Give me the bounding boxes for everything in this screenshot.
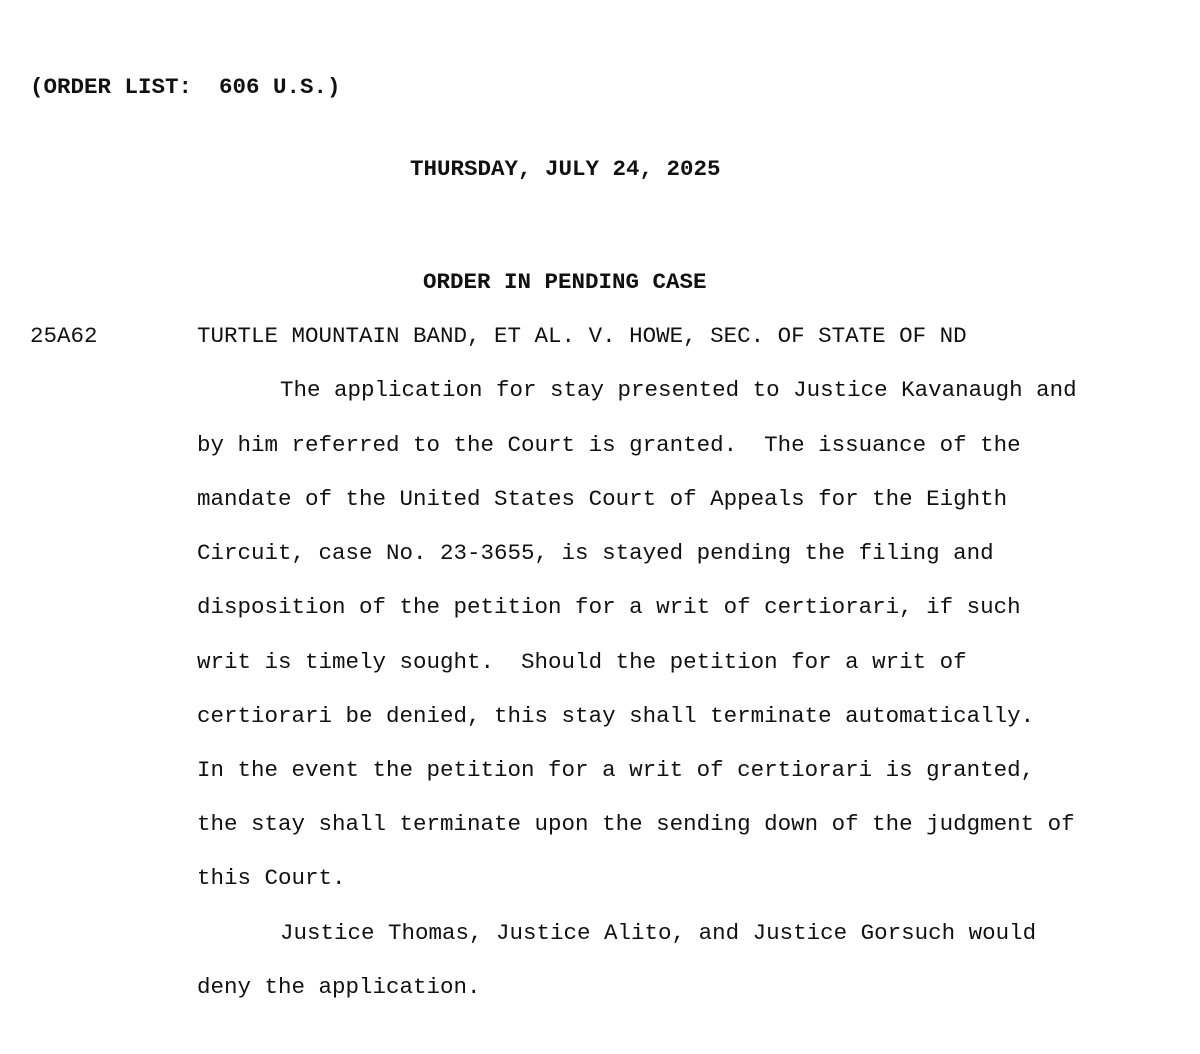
order-line: Circuit, case No. 23-3655, is stayed pending the filing and bbox=[197, 540, 994, 566]
dissent-line: deny the application. bbox=[197, 974, 481, 1000]
order-line: the stay shall terminate upon the sending down of the judgment of bbox=[197, 811, 1075, 837]
order-line: this Court. bbox=[197, 865, 346, 891]
order-line: certiorari be denied, this stay shall terminate automatically. bbox=[197, 703, 1035, 729]
section-title: ORDER IN PENDING CASE bbox=[423, 269, 707, 295]
case-caption: TURTLE MOUNTAIN BAND, ET AL. V. HOWE, SEC. OF STATE OF ND bbox=[197, 323, 967, 349]
order-line: mandate of the United States Court of Appeals for the Eighth bbox=[197, 486, 1008, 512]
order-date: THURSDAY, JULY 24, 2025 bbox=[410, 156, 721, 182]
order-line: In the event the petition for a writ of certiorari is granted, bbox=[197, 757, 1035, 783]
order-line: by him referred to the Court is granted. The issuance of the bbox=[197, 432, 1021, 458]
case-number: 25A62 bbox=[30, 323, 98, 349]
order-line: The application for stay presented to Justice Kavanaugh and bbox=[280, 377, 1077, 403]
order-list-header: (ORDER LIST: 606 U.S.) bbox=[30, 74, 341, 100]
order-line: disposition of the petition for a writ of certiorari, if such bbox=[197, 594, 1021, 620]
order-line: writ is timely sought. Should the petition for a writ of bbox=[197, 649, 967, 675]
dissent-line: Justice Thomas, Justice Alito, and Justice Gorsuch would bbox=[280, 920, 1037, 946]
